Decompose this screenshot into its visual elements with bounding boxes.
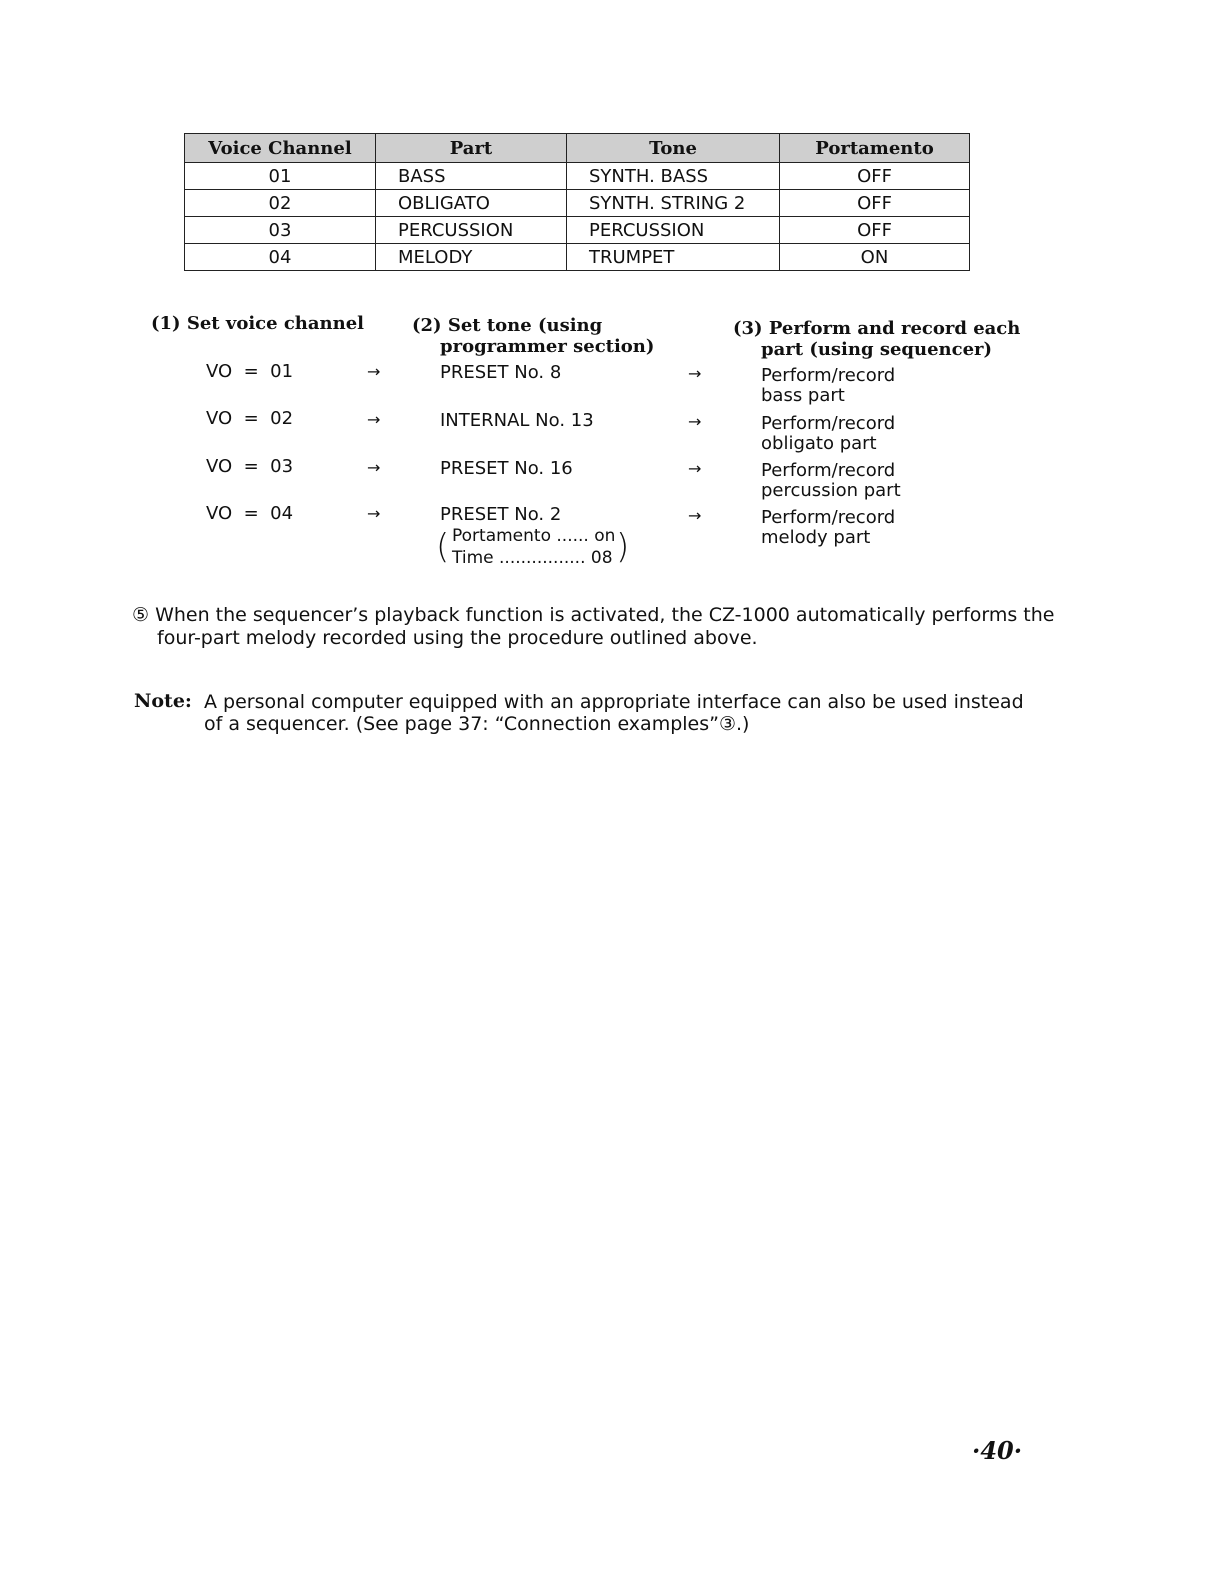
table-row [185, 163, 970, 190]
note-line2: of a sequencer. (See page 37: “Connection examples”③.) [204, 713, 750, 735]
cell-part: PERCUSSION [376, 217, 567, 244]
arrow-icon: → [688, 459, 702, 478]
arrow-icon: → [688, 412, 702, 431]
step2-header-line1: (2) Set tone (using [412, 315, 603, 336]
channel-setting: VO = 02 [206, 408, 294, 429]
right-paren-icon: ) [616, 527, 630, 567]
action-line1: Perform/record [761, 413, 896, 434]
action-line2: bass part [761, 385, 845, 406]
arrow-icon: → [688, 364, 702, 383]
table-row [185, 244, 970, 271]
paragraph-5-line1: ⑤ When the sequencer’s playback function is activated, the CZ-1000 automatically performs the [132, 604, 1055, 626]
step3-header-line2: part (using sequencer) [761, 339, 993, 360]
voice-channel-table [184, 133, 970, 271]
paragraph-5-line2: four-part melody recorded using the procedure outlined above. [157, 627, 758, 649]
cell-tone: SYNTH. STRING 2 [567, 190, 780, 217]
cell-channel: 02 [185, 190, 376, 217]
table-header-row [185, 134, 970, 163]
arrow-icon: → [367, 504, 381, 523]
action-line1: Perform/record [761, 365, 896, 386]
arrow-icon: → [367, 458, 381, 477]
cell-channel: 01 [185, 163, 376, 190]
left-paren-icon: ( [436, 527, 450, 567]
action-line2: obligato part [761, 433, 877, 454]
cell-tone: SYNTH. BASS [567, 163, 780, 190]
action-line2: percussion part [761, 480, 901, 501]
action-line1: Perform/record [761, 460, 896, 481]
cell-channel: 03 [185, 217, 376, 244]
tone-setting: PRESET No. 16 [440, 458, 573, 479]
table-row [185, 190, 970, 217]
step1-header: (1) Set voice channel [151, 313, 365, 334]
action-line1: Perform/record [761, 507, 896, 528]
cell-part: OBLIGATO [376, 190, 567, 217]
cell-portamento: OFF [780, 190, 970, 217]
tone-setting: PRESET No. 2 [440, 504, 562, 525]
header-tone: Tone [567, 134, 780, 163]
step2-header-line2: programmer section) [440, 336, 655, 357]
table-row [185, 217, 970, 244]
cell-channel: 04 [185, 244, 376, 271]
page-number: ·40· [972, 1436, 1023, 1465]
note-line1: A personal computer equipped with an appropriate interface can also be used instead [204, 691, 1024, 713]
tone-setting: INTERNAL No. 13 [440, 410, 594, 431]
channel-setting: VO = 03 [206, 456, 294, 477]
tone-setting: PRESET No. 8 [440, 362, 562, 383]
time-setting: Time ................ 08 [452, 548, 613, 568]
channel-setting: VO = 04 [206, 503, 294, 524]
cell-portamento: OFF [780, 217, 970, 244]
step3-header-line1: (3) Perform and record each [733, 318, 1021, 339]
portamento-setting: Portamento ...... on [452, 526, 616, 546]
header-voice-channel: Voice Channel [185, 134, 376, 163]
action-line2: melody part [761, 527, 871, 548]
cell-part: BASS [376, 163, 567, 190]
cell-tone: TRUMPET [567, 244, 780, 271]
note-label: Note: [134, 690, 192, 712]
arrow-icon: → [367, 362, 381, 381]
arrow-icon: → [367, 410, 381, 429]
arrow-icon: → [688, 506, 702, 525]
channel-setting: VO = 01 [206, 361, 294, 382]
cell-tone: PERCUSSION [567, 217, 780, 244]
cell-portamento: ON [780, 244, 970, 271]
header-part: Part [376, 134, 567, 163]
cell-part: MELODY [376, 244, 567, 271]
header-portamento: Portamento [780, 134, 970, 163]
cell-portamento: OFF [780, 163, 970, 190]
